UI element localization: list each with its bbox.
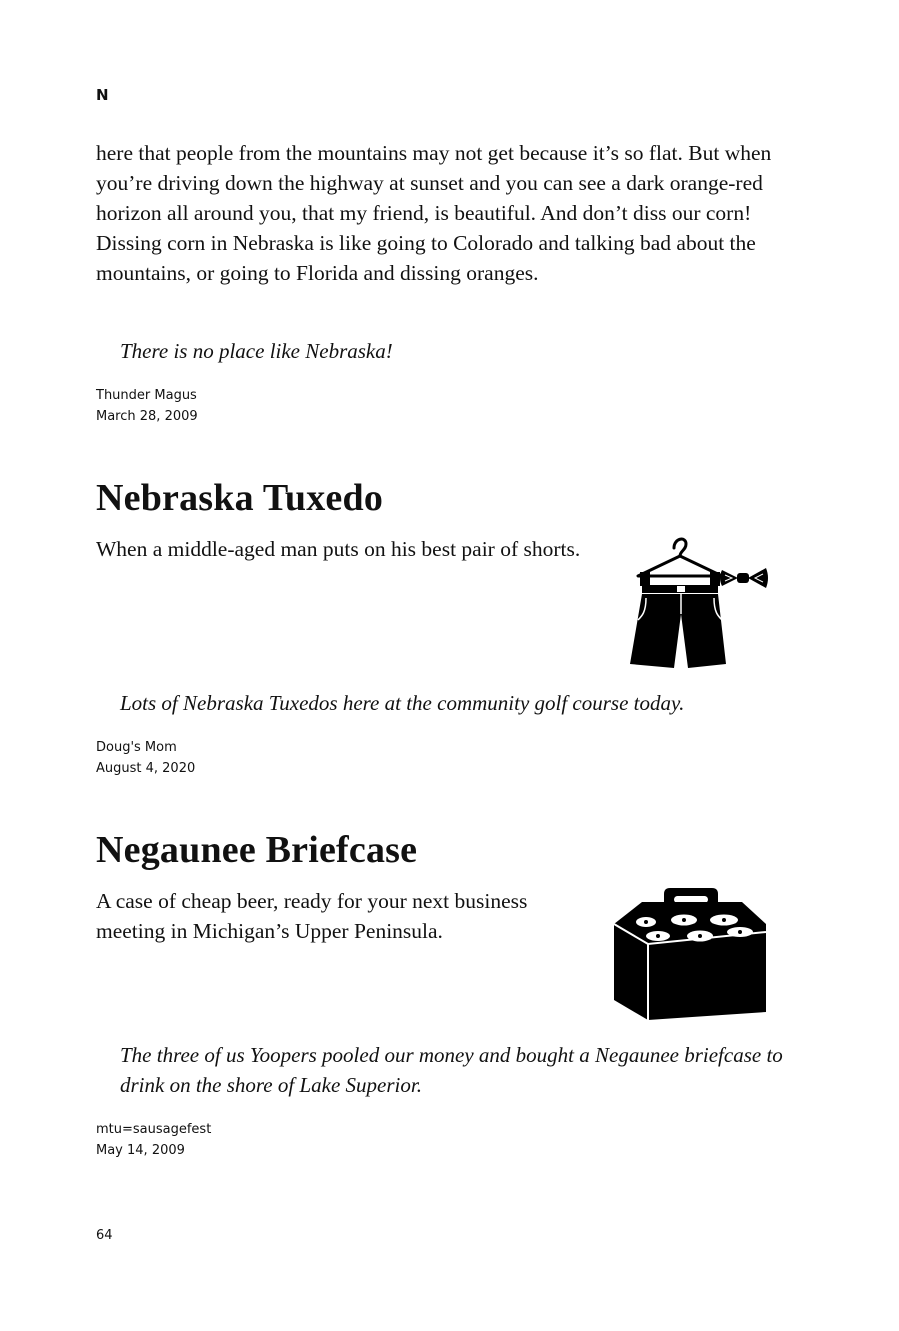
section-letter: N: [96, 86, 109, 104]
entry-example: Lots of Nebraska Tuxedos here at the community golf course today.: [120, 691, 685, 715]
entry-attribution: [96, 737, 195, 779]
entry-term: Negaunee Briefcase: [96, 829, 418, 871]
entry-date: May 14, 2009: [96, 1143, 185, 1158]
author-name: Doug's Mom: [96, 740, 177, 755]
shorts-on-hanger-with-bowtie-icon: [622, 534, 772, 674]
author-name: Thunder Magus: [96, 388, 197, 403]
entry-definition: A case of cheap beer, ready for your next business meeting in Michigan’s Upper Peninsula.: [96, 889, 528, 943]
entry-definition: When a middle-aged man puts on his best pair of shorts.: [96, 537, 581, 561]
entry-term: Nebraska Tuxedo: [96, 477, 384, 519]
entry-date: March 28, 2009: [96, 409, 198, 424]
continued-entry-example: There is no place like Nebraska!: [120, 339, 393, 363]
beer-case-icon: [612, 884, 770, 1028]
entry-attribution: [96, 1119, 211, 1161]
entry-date: August 4, 2020: [96, 761, 196, 776]
continued-entry-text: here that people from the mountains may not get because it’s so flat. But when you’re driving down the highway at sunset and you can see a dark orange-red horizon all around you, that my friend, is beautiful. And don’t diss our corn! Dissing corn in Nebraska is like going to Colorado and talking bad about the mountains, or going to Florida and dissing oranges.: [96, 141, 772, 285]
page-number: 64: [96, 1228, 113, 1243]
entry-example: The three of us Yoopers pooled our money and bought a Negaunee briefcase to drink on the shore of Lake Superior.: [120, 1043, 783, 1097]
author-name: mtu=sausagefest: [96, 1122, 212, 1137]
continued-entry-attribution: [96, 385, 198, 427]
